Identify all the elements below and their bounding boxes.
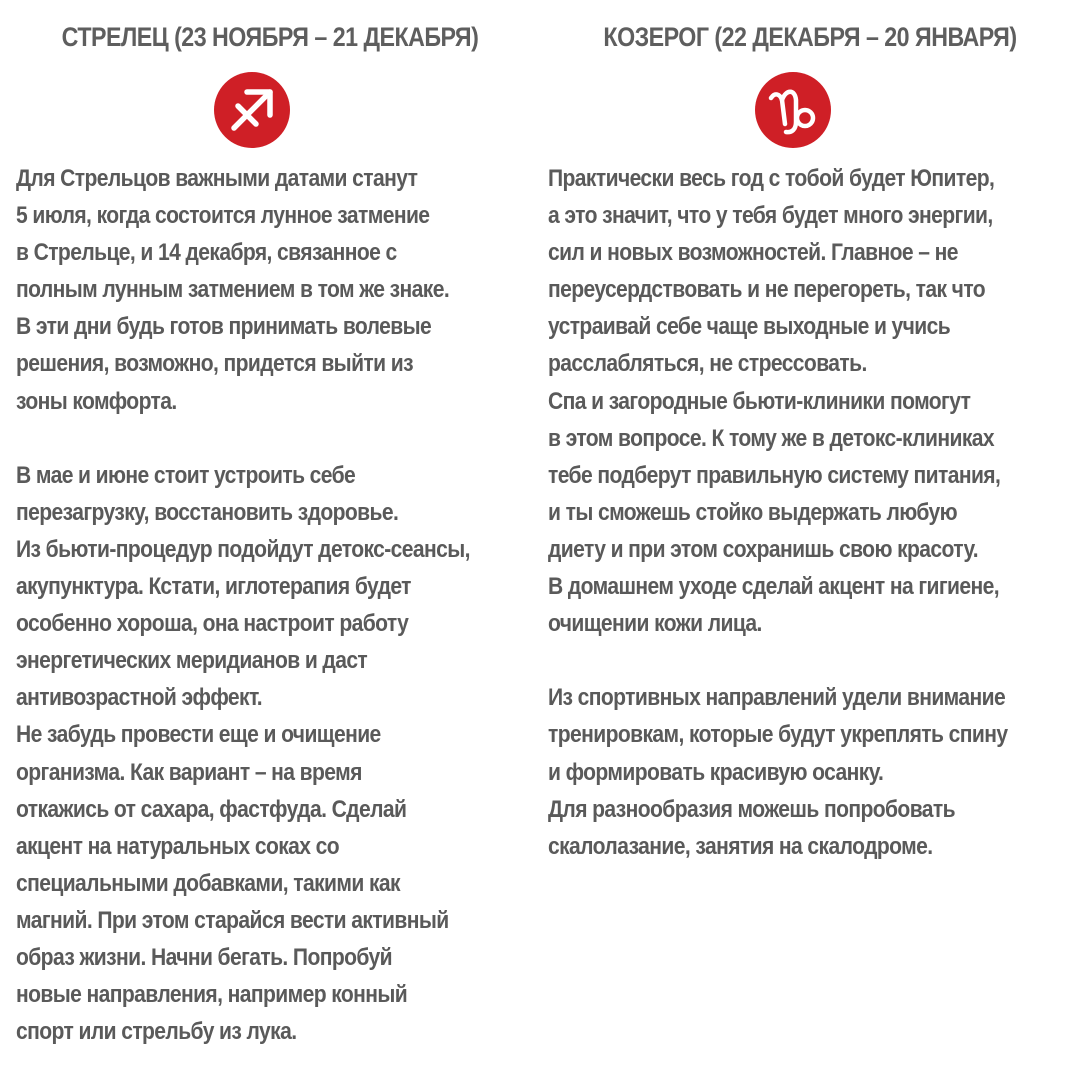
text-line: и формировать красивую осанку. [548,758,884,786]
capricorn-icon [755,72,831,148]
text-line: в этом вопросе. К тому же в детокс-клиниках [548,424,995,452]
text-line: особенно хороша, она настроит работу [16,610,409,638]
text-line: акупунктура. Кстати, иглотерапия будет [16,573,411,601]
text-line: Практически весь год с тобой будет Юпитер, [548,165,995,192]
text-line: и ты сможешь стойко выдержать любую [548,498,958,526]
text-line: В мае и июне стоит устроить себе [16,461,356,489]
text-line: очищении кожи лица. [548,610,762,638]
text-line: сил и новых возможностей. Главное – не [548,239,958,267]
text-line: полным лунным затмением в том же знаке. [16,276,450,304]
text-line: новые направления, например конный [16,981,408,1009]
capricorn-text [548,160,1007,865]
text-line: образ жизни. Начни бегать. Попробуй [16,943,393,971]
text-line: Из спортивных направлений удели внимание [548,684,1006,712]
text-line: тренировкам, которые будут укреплять спину [548,721,1008,749]
text-line: Из бьюти-процедур подойдут детокс-сеансы, [16,535,470,563]
text-line: диету и при этом сохранишь свою красоту. [548,535,979,563]
text-line: антивозрастной эффект. [16,684,263,712]
sagittarius-icon [214,72,290,148]
text-line: Спа и загородные бьюти-клиники помогут [548,387,971,415]
text-line: зоны комфорта. [16,387,177,415]
text-line: перезагрузку, восстановить здоровье. [16,498,399,526]
text-line: расслабляться, не стрессовать. [548,350,867,378]
sagittarius-text [16,160,470,1050]
text-line: а это значит, что у тебя будет много энергии, [548,202,993,230]
capricorn-column [540,0,1080,1080]
text-line: В эти дни будь готов принимать волевые [16,313,432,341]
text-line: решения, возможно, придется выйти из [16,350,413,378]
text-line: В домашнем уходе сделай акцент на гигиене, [548,573,999,601]
text-line: в Стрельце, и 14 декабря, связанное с [16,239,397,267]
text-line: скалолазание, занятия на скалодроме. [548,832,933,860]
blank-line [16,420,470,457]
text-line: организма. Как вариант – на время [16,758,362,786]
text-line: спорт или стрельбу из лука. [16,1018,297,1046]
text-line: откажись от сахара, фастфуда. Сделай [16,795,407,823]
text-line: тебе подберут правильную систему питания, [548,461,1001,489]
capricorn-title: КОЗЕРОГ (22 ДЕКАБРЯ – 20 ЯНВАРЯ) [603,22,1017,52]
blank-line [548,642,1007,679]
sagittarius-title: СТРЕЛЕЦ (23 НОЯБРЯ – 21 ДЕКАБРЯ) [61,22,479,52]
text-line: Не забудь провести еще и очищение [16,721,381,749]
text-line: переусердствовать и не перегореть, так что [548,276,986,304]
text-line: Для Стрельцов важными датами станут [16,165,418,192]
text-line: 5 июля, когда состоится лунное затмение [16,202,430,230]
text-line: магний. При этом старайся вести активный [16,906,449,934]
text-line: энергетических меридианов и даст [16,647,368,675]
text-line: акцент на натуральных соках со [16,832,340,860]
text-line: Для разнообразия можешь попробовать [548,795,955,823]
text-line: специальными добавками, такими как [16,869,400,897]
text-line: устраивай себе чаще выходные и учись [548,313,951,341]
